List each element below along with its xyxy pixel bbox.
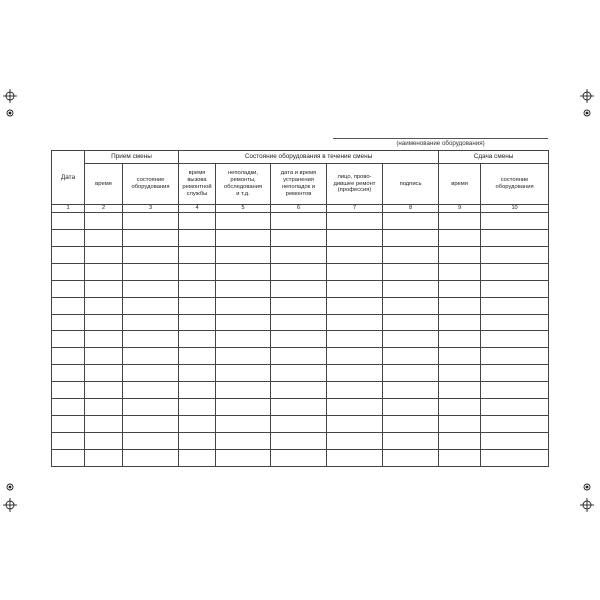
header-group-receive: Прием смены <box>85 151 179 164</box>
table-cell[interactable] <box>85 229 123 246</box>
table-cell[interactable] <box>179 246 216 263</box>
table-cell[interactable] <box>271 449 327 466</box>
table-cell[interactable] <box>481 263 549 280</box>
table-cell[interactable] <box>327 382 383 399</box>
table-cell[interactable] <box>481 229 549 246</box>
table-cell[interactable] <box>216 432 271 449</box>
table-cell[interactable] <box>179 297 216 314</box>
table-cell[interactable] <box>327 416 383 433</box>
table-cell[interactable] <box>327 399 383 416</box>
header-fix-datetime-cell <box>271 164 327 205</box>
table-cell[interactable] <box>216 382 271 399</box>
table-cell[interactable] <box>123 263 179 280</box>
table-cell[interactable] <box>179 263 216 280</box>
table-cell[interactable] <box>52 263 85 280</box>
table-cell[interactable] <box>123 314 179 331</box>
table-cell[interactable] <box>271 213 327 230</box>
column-number: 4 <box>179 205 216 213</box>
column-number: 10 <box>481 205 549 213</box>
table-cell[interactable] <box>216 213 271 230</box>
table-row <box>52 399 549 416</box>
header-group-handover: Сдача смены <box>439 151 549 164</box>
table-cell[interactable] <box>327 297 383 314</box>
registration-dot-icon <box>6 109 14 117</box>
table-cell[interactable] <box>179 213 216 230</box>
header-receive-state: состояние оборудования <box>131 177 170 190</box>
table-cell[interactable] <box>439 416 481 433</box>
table-cell[interactable] <box>216 246 271 263</box>
table-cell[interactable] <box>85 314 123 331</box>
table-cell[interactable] <box>179 314 216 331</box>
table-cell[interactable] <box>383 263 439 280</box>
table-cell[interactable] <box>52 399 85 416</box>
table-cell[interactable] <box>52 365 85 382</box>
table-cell[interactable] <box>216 229 271 246</box>
table-cell[interactable] <box>327 263 383 280</box>
table-cell[interactable] <box>327 449 383 466</box>
header-date: Дата <box>52 151 85 205</box>
table-cell[interactable] <box>52 246 85 263</box>
table-cell[interactable] <box>123 297 179 314</box>
header-call-time: время вызова ремонтной службы <box>182 170 212 197</box>
table-row <box>52 263 549 280</box>
table-cell[interactable] <box>216 314 271 331</box>
table-cell[interactable] <box>179 382 216 399</box>
table-cell[interactable] <box>383 280 439 297</box>
table-cell[interactable] <box>327 348 383 365</box>
table-cell[interactable] <box>481 280 549 297</box>
table-cell[interactable] <box>439 297 481 314</box>
table-cell[interactable] <box>271 331 327 348</box>
column-number: 2 <box>85 205 123 213</box>
table-cell[interactable] <box>216 263 271 280</box>
table-cell[interactable] <box>383 416 439 433</box>
table-cell[interactable] <box>85 263 123 280</box>
table-cell[interactable] <box>383 297 439 314</box>
table-cell[interactable] <box>383 365 439 382</box>
table-cell[interactable] <box>52 314 85 331</box>
table-cell[interactable] <box>85 382 123 399</box>
registration-mark-icon <box>3 89 17 103</box>
table-cell[interactable] <box>123 382 179 399</box>
table-cell[interactable] <box>481 297 549 314</box>
table-row <box>52 213 549 230</box>
table-cell[interactable] <box>383 382 439 399</box>
table-row <box>52 331 549 348</box>
table-cell[interactable] <box>481 432 549 449</box>
table-cell[interactable] <box>383 314 439 331</box>
table-cell[interactable] <box>439 314 481 331</box>
equipment-name-caption: (наименование оборудования) <box>396 140 485 147</box>
table-cell[interactable] <box>85 246 123 263</box>
registration-dot-icon <box>6 483 14 491</box>
table-cell[interactable] <box>216 449 271 466</box>
table-cell[interactable] <box>383 246 439 263</box>
table-cell[interactable] <box>271 246 327 263</box>
table-cell[interactable] <box>85 331 123 348</box>
header-receive-time: время <box>85 164 123 205</box>
column-number: 8 <box>383 205 439 213</box>
table-row <box>52 449 549 466</box>
table-row <box>52 432 549 449</box>
table-cell[interactable] <box>271 416 327 433</box>
table-cell[interactable] <box>271 432 327 449</box>
table-cell[interactable] <box>85 213 123 230</box>
column-number: 1 <box>52 205 85 213</box>
table-cell[interactable] <box>123 246 179 263</box>
table-cell[interactable] <box>216 331 271 348</box>
table-cell[interactable] <box>327 246 383 263</box>
table-cell[interactable] <box>439 348 481 365</box>
registration-mark-icon <box>580 89 594 103</box>
table-cell[interactable] <box>52 432 85 449</box>
table-cell[interactable] <box>216 399 271 416</box>
table-cell[interactable] <box>179 365 216 382</box>
table-cell[interactable] <box>383 229 439 246</box>
table-cell[interactable] <box>85 399 123 416</box>
table-row <box>52 382 549 399</box>
column-number: 9 <box>439 205 481 213</box>
equipment-name-line <box>333 138 548 139</box>
table-cell[interactable] <box>383 432 439 449</box>
table-cell[interactable] <box>383 213 439 230</box>
table-cell[interactable] <box>271 365 327 382</box>
table-cell[interactable] <box>85 280 123 297</box>
header-signature: подпись <box>383 164 439 205</box>
header-repair-person-cell <box>327 164 383 205</box>
table-cell[interactable] <box>439 280 481 297</box>
table-cell[interactable] <box>123 331 179 348</box>
column-number: 3 <box>123 205 179 213</box>
table-cell[interactable] <box>216 280 271 297</box>
table-cell[interactable] <box>85 432 123 449</box>
registration-dot-icon <box>583 109 591 117</box>
column-number: 6 <box>271 205 327 213</box>
table-cell[interactable] <box>52 280 85 297</box>
table-cell[interactable] <box>439 213 481 230</box>
table-cell[interactable] <box>271 314 327 331</box>
header-repair-person: лицо, прово- дившее ремонт (профессия) <box>333 173 376 194</box>
table-cell[interactable] <box>52 297 85 314</box>
table-cell[interactable] <box>327 280 383 297</box>
table-cell[interactable] <box>439 365 481 382</box>
table-cell[interactable] <box>179 416 216 433</box>
table-cell[interactable] <box>179 229 216 246</box>
header-group-state: Состояние оборудования в течение смены <box>179 151 439 164</box>
table-cell[interactable] <box>85 365 123 382</box>
table-cell[interactable] <box>52 229 85 246</box>
table-cell[interactable] <box>271 297 327 314</box>
header-receive-state-cell <box>123 164 179 205</box>
table-cell[interactable] <box>439 246 481 263</box>
table-row <box>52 416 549 433</box>
table-row <box>52 348 549 365</box>
table-cell[interactable] <box>439 382 481 399</box>
registration-dot-icon <box>583 483 591 491</box>
table-row <box>52 314 549 331</box>
table-cell[interactable] <box>85 416 123 433</box>
header-fix-datetime: дата и время устранения неполадок и ремонтов <box>280 170 317 197</box>
table-cell[interactable] <box>52 348 85 365</box>
table-cell[interactable] <box>271 348 327 365</box>
header-faults-cell <box>216 164 271 205</box>
column-number: 5 <box>216 205 271 213</box>
table-cell[interactable] <box>327 213 383 230</box>
table-cell[interactable] <box>383 331 439 348</box>
table-cell[interactable] <box>123 432 179 449</box>
table-row <box>52 246 549 263</box>
table-cell[interactable] <box>271 229 327 246</box>
table-row <box>52 365 549 382</box>
table-cell[interactable] <box>123 348 179 365</box>
table-cell[interactable] <box>216 416 271 433</box>
table-cell[interactable] <box>439 331 481 348</box>
table-row <box>52 280 549 297</box>
registration-mark-icon <box>3 498 17 512</box>
header-handover-state-cell <box>481 164 549 205</box>
table-cell[interactable] <box>271 399 327 416</box>
equipment-log-table <box>51 150 549 467</box>
table-cell[interactable] <box>439 449 481 466</box>
table-cell[interactable] <box>179 280 216 297</box>
table-cell[interactable] <box>481 246 549 263</box>
table-cell[interactable] <box>439 263 481 280</box>
table-cell[interactable] <box>439 399 481 416</box>
table-cell[interactable] <box>123 399 179 416</box>
header-handover-time: время <box>439 164 481 205</box>
table-cell[interactable] <box>383 348 439 365</box>
table-cell[interactable] <box>481 365 549 382</box>
table-cell[interactable] <box>271 263 327 280</box>
table-cell[interactable] <box>216 297 271 314</box>
table-row <box>52 229 549 246</box>
table-cell[interactable] <box>481 399 549 416</box>
table-cell[interactable] <box>271 280 327 297</box>
table-cell[interactable] <box>85 348 123 365</box>
table-cell[interactable] <box>271 382 327 399</box>
table-cell[interactable] <box>179 399 216 416</box>
column-number: 7 <box>327 205 383 213</box>
table-cell[interactable] <box>123 449 179 466</box>
table-cell[interactable] <box>383 399 439 416</box>
table-cell[interactable] <box>327 314 383 331</box>
table-cell[interactable] <box>327 331 383 348</box>
table-cell[interactable] <box>481 314 549 331</box>
table-row <box>52 297 549 314</box>
table-cell[interactable] <box>85 297 123 314</box>
table-cell[interactable] <box>85 449 123 466</box>
table-cell[interactable] <box>439 229 481 246</box>
table-cell[interactable] <box>327 229 383 246</box>
table-cell[interactable] <box>123 416 179 433</box>
table-cell[interactable] <box>216 348 271 365</box>
table-cell[interactable] <box>179 348 216 365</box>
table-cell[interactable] <box>481 213 549 230</box>
header-call-time-cell <box>179 164 216 205</box>
header-faults: неполадки, ремонты, обследования и т.д. <box>223 170 263 197</box>
table-cell[interactable] <box>481 331 549 348</box>
table-cell[interactable] <box>123 213 179 230</box>
table-cell[interactable] <box>52 382 85 399</box>
table-cell[interactable] <box>179 449 216 466</box>
table-cell[interactable] <box>52 416 85 433</box>
table-cell[interactable] <box>327 432 383 449</box>
table-cell[interactable] <box>123 280 179 297</box>
table-cell[interactable] <box>481 416 549 433</box>
table-cell[interactable] <box>52 213 85 230</box>
table-cell[interactable] <box>123 229 179 246</box>
table-cell[interactable] <box>179 432 216 449</box>
table-cell[interactable] <box>123 365 179 382</box>
table-cell[interactable] <box>327 365 383 382</box>
table-cell[interactable] <box>481 348 549 365</box>
table-cell[interactable] <box>52 331 85 348</box>
table-cell[interactable] <box>383 449 439 466</box>
table-cell[interactable] <box>52 449 85 466</box>
table-cell[interactable] <box>481 382 549 399</box>
table-cell[interactable] <box>216 365 271 382</box>
table-cell[interactable] <box>439 432 481 449</box>
table-cell[interactable] <box>179 331 216 348</box>
registration-mark-icon <box>580 498 594 512</box>
table-cell[interactable] <box>481 449 549 466</box>
header-handover-state: состояние оборудования <box>495 177 534 190</box>
